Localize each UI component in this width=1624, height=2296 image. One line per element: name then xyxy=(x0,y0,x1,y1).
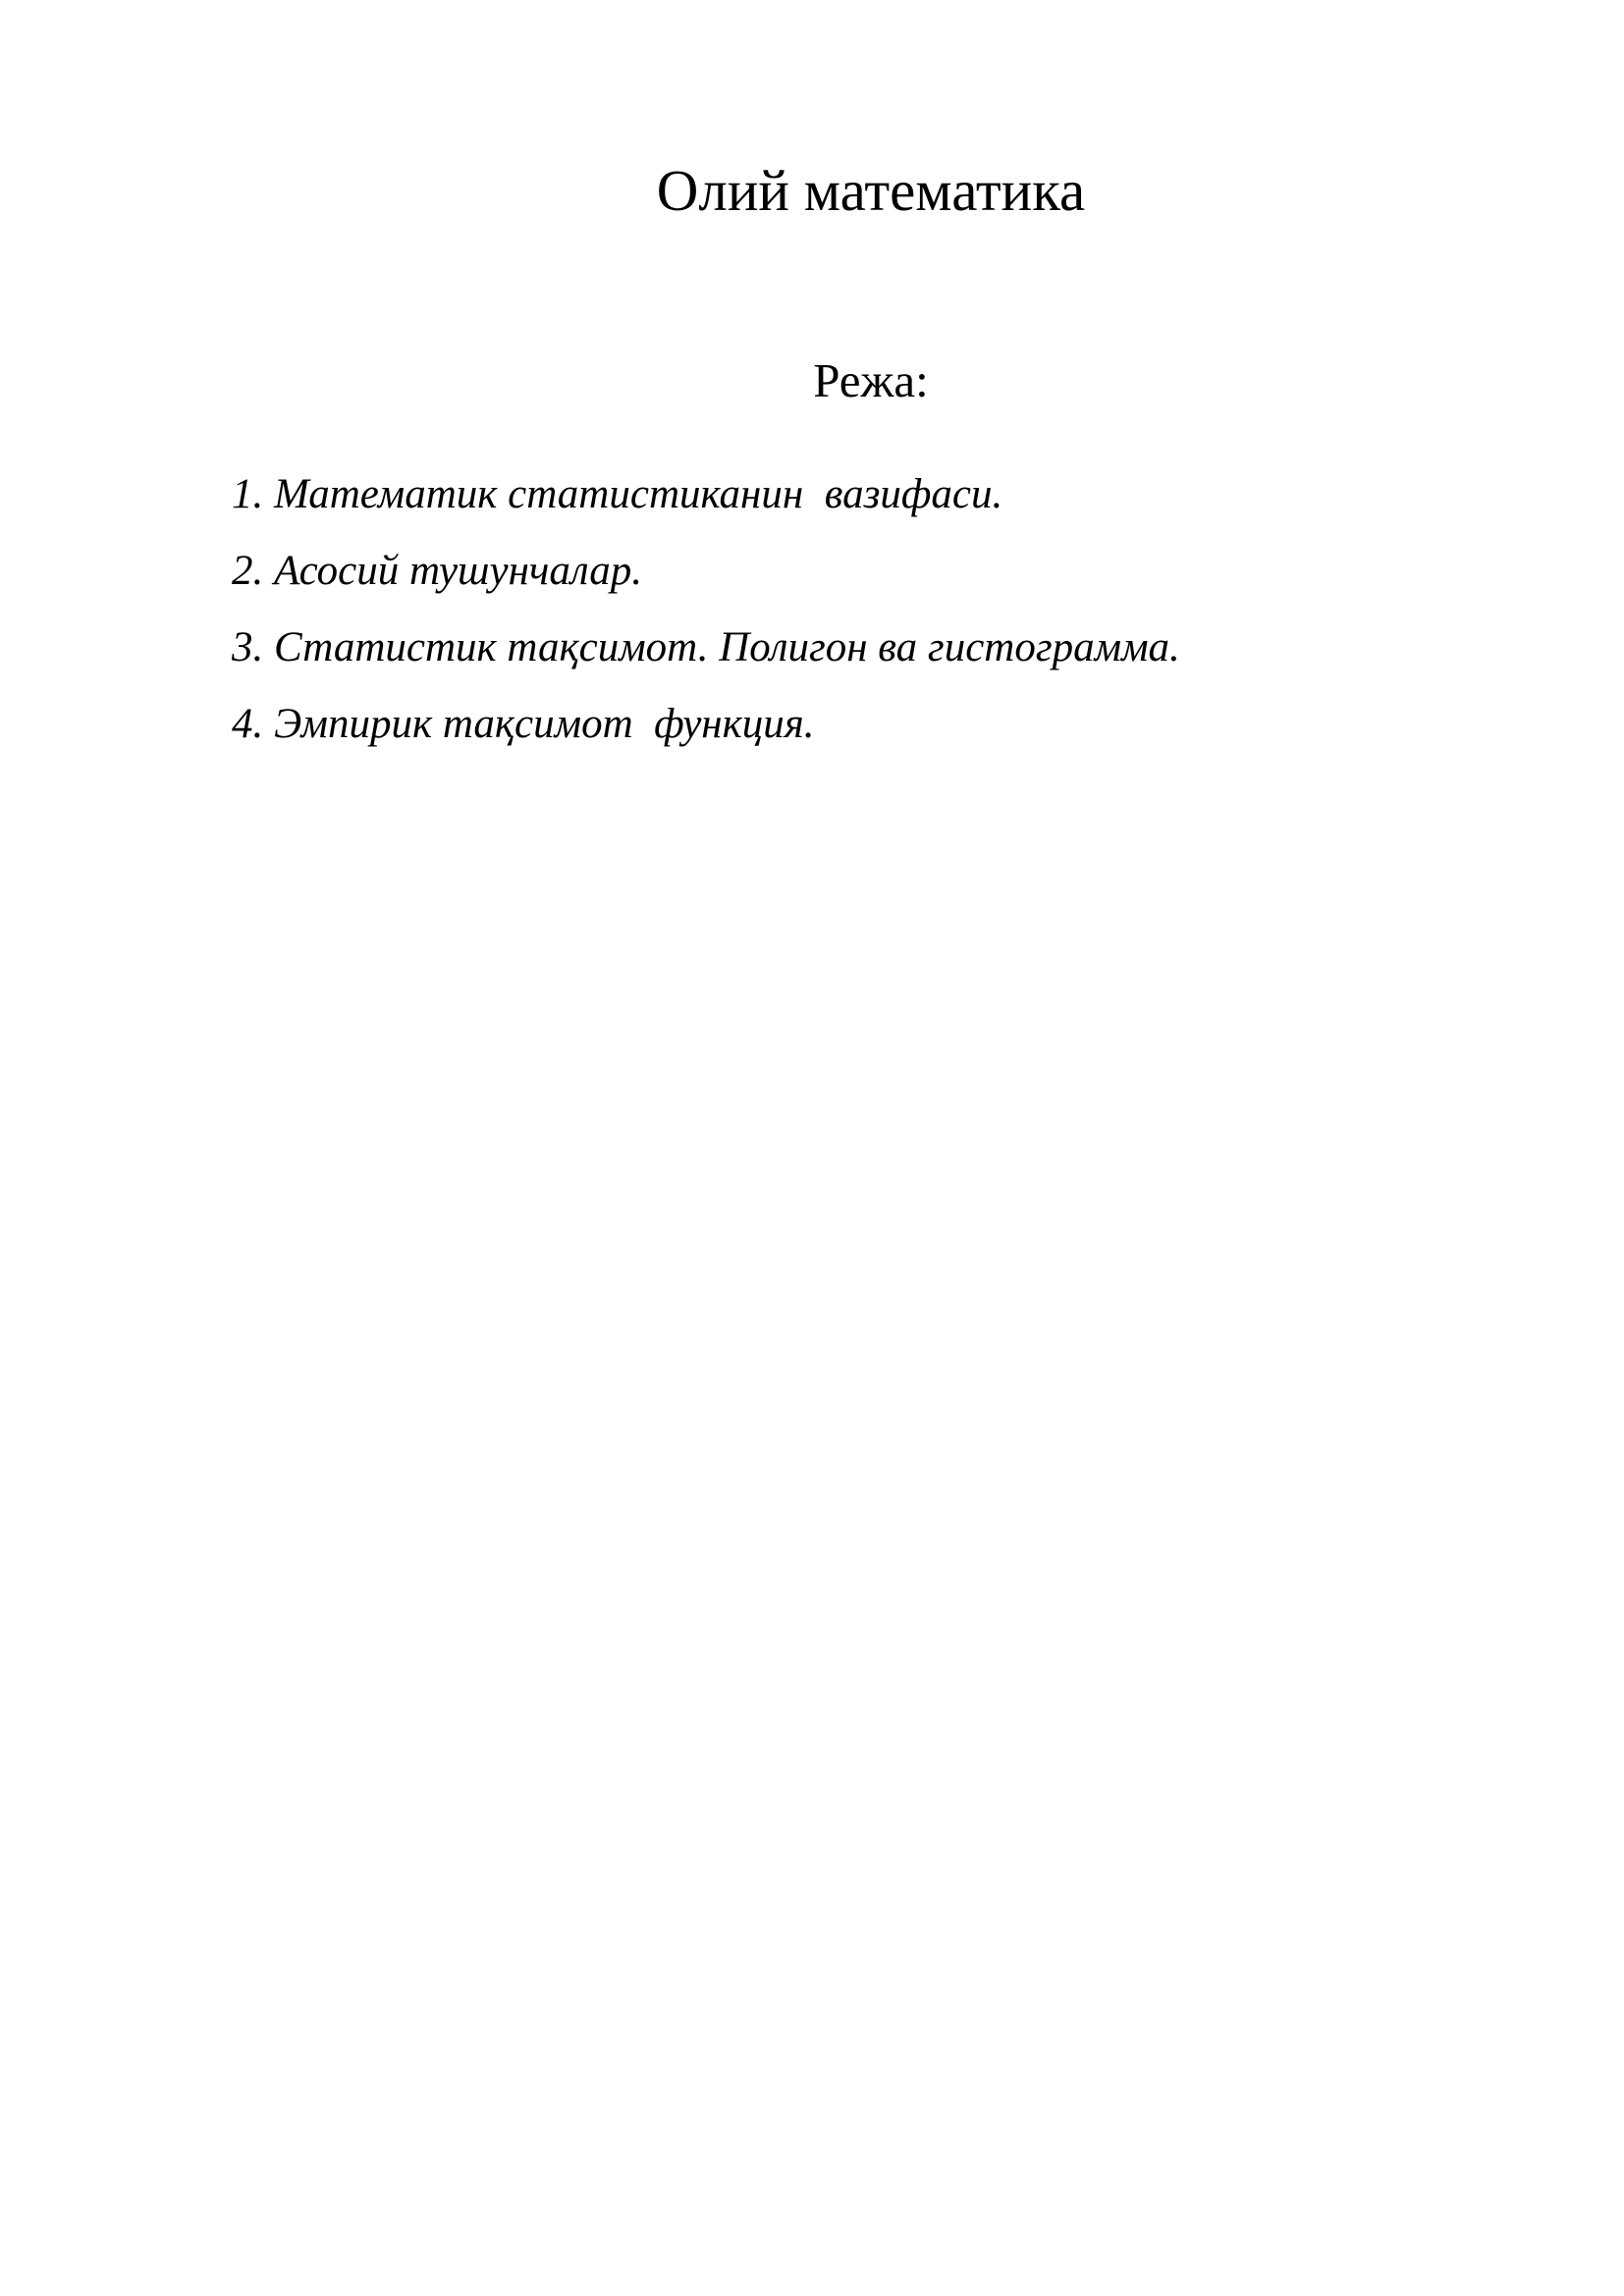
plan-item: 2. Асосий тушунчалар. xyxy=(232,548,642,594)
plan-item: 4. Эмпирик тақсимот функция. xyxy=(232,701,815,747)
plan-item: 1. Математик статистиканин вазифаси. xyxy=(232,471,1003,517)
plan-heading: Режа: xyxy=(813,353,929,407)
plan-list xyxy=(232,469,1180,775)
document-title: Олий математика xyxy=(656,158,1086,223)
plan-item: 3. Статистик тақсимот. Полигон ва гистограмма. xyxy=(232,624,1180,670)
